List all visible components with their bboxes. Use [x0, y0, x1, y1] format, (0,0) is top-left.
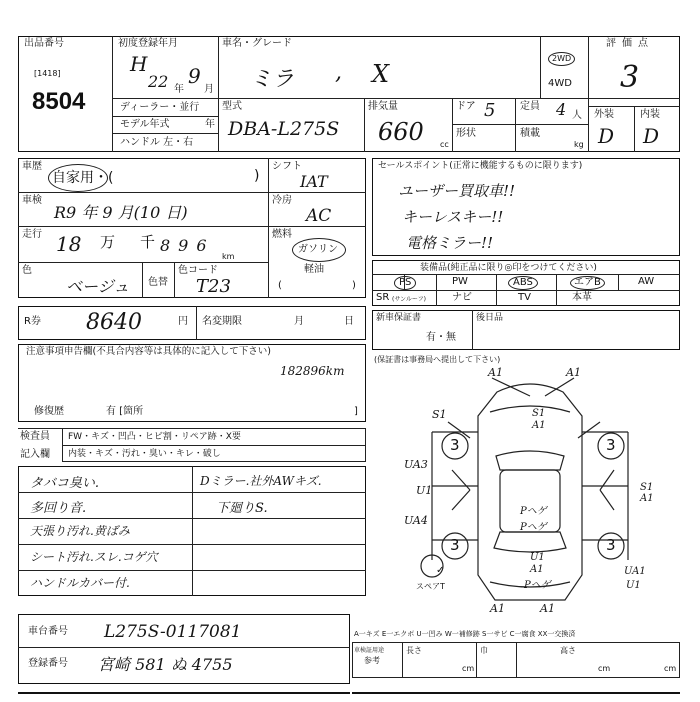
seats-unit: 人	[572, 110, 582, 121]
warranty-yes-no: 有・無	[426, 332, 456, 343]
name-change-day: 日	[344, 316, 354, 327]
width-label: 巾	[480, 646, 488, 655]
ref-label-1: 参考	[364, 656, 380, 665]
mark-1: A1	[488, 366, 503, 379]
year-unit: 年	[174, 84, 184, 95]
cm-1: cm	[462, 664, 475, 673]
sales-line-1: ユーザー買取車!!	[398, 182, 516, 200]
mileage-label: 走行	[22, 229, 42, 240]
history-label: 車歴	[22, 161, 42, 172]
color-code-label: 色コード	[178, 265, 218, 276]
mileage-man: 18	[56, 232, 82, 256]
usage-close: )	[254, 168, 260, 184]
entry-left-4: シート汚れ.スレ.コゲ穴	[30, 550, 158, 564]
equip-navi: ナビ	[452, 292, 472, 303]
lot-number: 8504	[32, 88, 86, 115]
length-label: 長さ	[406, 646, 422, 655]
spare-label: スペアT	[416, 582, 445, 591]
codes-line-1: FW・キズ・凹凸・ヒビ割・リペア跡・X要	[68, 432, 241, 442]
handle-label: ハンドル 左・右	[120, 137, 194, 148]
damage-legend: A一キズ E一エクボ U一凹み W一補修跡 S一サビ C一腐食 XX一交換済	[354, 630, 576, 638]
mark-5: A1	[532, 420, 546, 431]
score-label: 評価点	[606, 38, 654, 49]
equip-pw: PW	[452, 276, 468, 287]
reg-label: 登録番号	[28, 658, 68, 669]
first-reg-label: 初度登録年月	[118, 38, 178, 49]
mark-10: A1	[640, 493, 654, 504]
mark-19: U1	[626, 580, 641, 591]
entry-left-5: ハンドルカバー付.	[30, 576, 130, 590]
fuel-gas: ガソリン	[298, 244, 338, 255]
grade-dot: ,	[335, 60, 342, 85]
equip-tv: TV	[518, 292, 531, 303]
reg-month: 9	[188, 64, 201, 88]
entry-left-2: 多回り音.	[30, 501, 87, 516]
entry-right-1: Dミラー.社外AWキズ.	[200, 474, 322, 488]
man-unit: 万	[100, 233, 116, 251]
usage: 自家用・(	[52, 170, 114, 186]
equip-sr: SR	[376, 292, 390, 303]
shift: IAT	[300, 172, 328, 191]
equip-ps: PS	[394, 276, 416, 290]
sen-unit: 千	[140, 233, 156, 251]
drive-4wd: 4WD	[548, 78, 572, 89]
reg-year: 22	[148, 72, 169, 91]
new-warranty-label: 新車保証書	[376, 313, 422, 323]
mark-16: A1	[490, 602, 505, 615]
inspector-label: 検査員	[20, 431, 50, 442]
repair-value: 有 [箇所	[106, 406, 144, 417]
mark-11: Pヘゲ	[520, 506, 547, 517]
mark-4: S1	[532, 408, 546, 419]
mark-13: U1	[530, 552, 545, 563]
model-year-label: モデル年式	[120, 119, 170, 130]
spare-check: ✓	[436, 565, 445, 576]
exterior-label: 外装	[594, 109, 614, 120]
score: 3	[620, 60, 640, 95]
dealer-label: ディーラー・並行	[120, 102, 200, 113]
entry-right-2: 下廻りS.	[216, 501, 268, 516]
mark-7: U1	[416, 484, 433, 497]
mark-9: S1	[640, 482, 654, 493]
entry-left-3: 天張り汚れ.黄ばみ	[30, 524, 130, 538]
prev-use-label: 車検証用途	[354, 647, 385, 654]
model-year-unit: 年	[205, 119, 215, 130]
color-code: T23	[196, 276, 231, 297]
drive-2wd: 2WD	[548, 52, 575, 66]
chassis-label: 車台番号	[28, 626, 68, 637]
exterior-grade: D	[598, 124, 615, 148]
equip-abs: ABS	[508, 276, 538, 290]
car-name: ミラ	[250, 67, 295, 92]
fill-label: 記入欄	[20, 449, 50, 460]
recycle-label: R券	[24, 316, 41, 327]
name-change-month: 月	[294, 316, 304, 327]
entry-left-1: タバコ臭い.	[30, 476, 100, 491]
fuel-diesel: 軽油	[304, 264, 324, 275]
bottom-bar-left	[18, 692, 350, 702]
inspection-label: 車検	[22, 195, 42, 206]
sales-line-3: 電格ミラー!!	[406, 234, 494, 252]
diagram-caption: (保証書は事務局へ提出して下さい)	[374, 355, 501, 364]
seats: 4	[556, 100, 567, 119]
cc-unit: cc	[440, 140, 449, 149]
color-label: 色	[22, 265, 32, 276]
codes-line-2: 内装・キズ・汚れ・臭い・キレ・破し	[68, 449, 221, 459]
mark-17: A1	[540, 602, 555, 615]
notes-title: 注意事項申告欄(不具合内容等は具体的に記入して下さい)	[26, 346, 271, 357]
reg-number: 宮崎 581 ぬ 4755	[98, 655, 233, 674]
sales-line-2: キーレスキー!!	[402, 208, 504, 226]
circle-value-4: 3	[606, 536, 616, 554]
equip-leather: 本革	[572, 292, 592, 303]
equipment-title: 装備品(純正品に限り◎印をつけてください)	[420, 263, 597, 273]
sales-title: セールスポイント(正常に機能するものに限ります)	[378, 161, 583, 171]
mark-3: S1	[432, 408, 447, 421]
km-unit: km	[222, 252, 235, 261]
fuel-label: 燃料	[272, 229, 292, 240]
height-label: 高さ	[560, 646, 576, 655]
after-label: 後日品	[476, 313, 504, 323]
circle-value-3: 3	[450, 536, 460, 554]
mark-15: Pヘゲ	[524, 580, 551, 591]
equip-sr-sub: (サンルーフ)	[392, 296, 426, 303]
notes-mileage: 182896km	[280, 364, 345, 378]
displacement-label: 排気量	[368, 101, 398, 112]
lot-label: 出品番号	[24, 38, 64, 49]
capacity-label: 積載	[520, 128, 540, 139]
repair-label: 修復歴	[34, 406, 64, 417]
interior-label: 内装	[640, 109, 660, 120]
seats-label: 定員	[520, 101, 540, 112]
repair-close: ]	[354, 406, 358, 417]
kg-unit: kg	[574, 140, 584, 149]
fuel-paren-open: (	[278, 280, 282, 291]
lot-sub: [1418]	[34, 69, 61, 78]
displacement: 660	[378, 118, 424, 146]
recycle-yen: 円	[178, 316, 188, 327]
ac: AC	[306, 206, 332, 226]
mark-18: UA1	[624, 566, 646, 577]
mark-8: UA4	[404, 514, 428, 527]
month-unit: 月	[204, 84, 214, 95]
chassis-number: L275S-0117081	[104, 622, 242, 642]
equip-aw: AW	[638, 276, 655, 287]
mark-12: Pヘゲ	[520, 522, 547, 533]
color: ベージュ	[66, 277, 130, 296]
cm-3: cm	[664, 664, 677, 673]
mark-2: A1	[566, 366, 581, 379]
shape-label: 形状	[456, 128, 476, 139]
name-change-label: 名変期限	[202, 316, 242, 327]
doors-label: ドア	[456, 101, 476, 112]
equip-airbag: エアB	[570, 276, 605, 290]
cm-2: cm	[598, 664, 611, 673]
type-label: 型式	[222, 101, 242, 112]
shift-label: シフト	[272, 161, 302, 172]
circle-value-1: 3	[450, 436, 460, 454]
model-code: DBA-L275S	[228, 118, 340, 140]
circle-value-2: 3	[606, 436, 616, 454]
era: H	[130, 52, 148, 76]
ac-label: 冷房	[272, 195, 292, 206]
recycle-amount: 8640	[86, 310, 142, 335]
mark-6: UA3	[404, 458, 428, 471]
mileage-rest: 896	[160, 236, 215, 255]
fuel-paren-close: )	[352, 280, 356, 291]
interior-grade: D	[643, 124, 660, 148]
mark-14: A1	[530, 564, 544, 575]
recolor-label: 色替	[148, 277, 168, 288]
grade: X	[372, 60, 390, 88]
bottom-bar-right	[352, 692, 680, 702]
inspection: R9 年 9 月(10 日)	[54, 203, 188, 222]
doors: 5	[484, 100, 496, 121]
name-label: 車名・グレード	[222, 38, 292, 49]
